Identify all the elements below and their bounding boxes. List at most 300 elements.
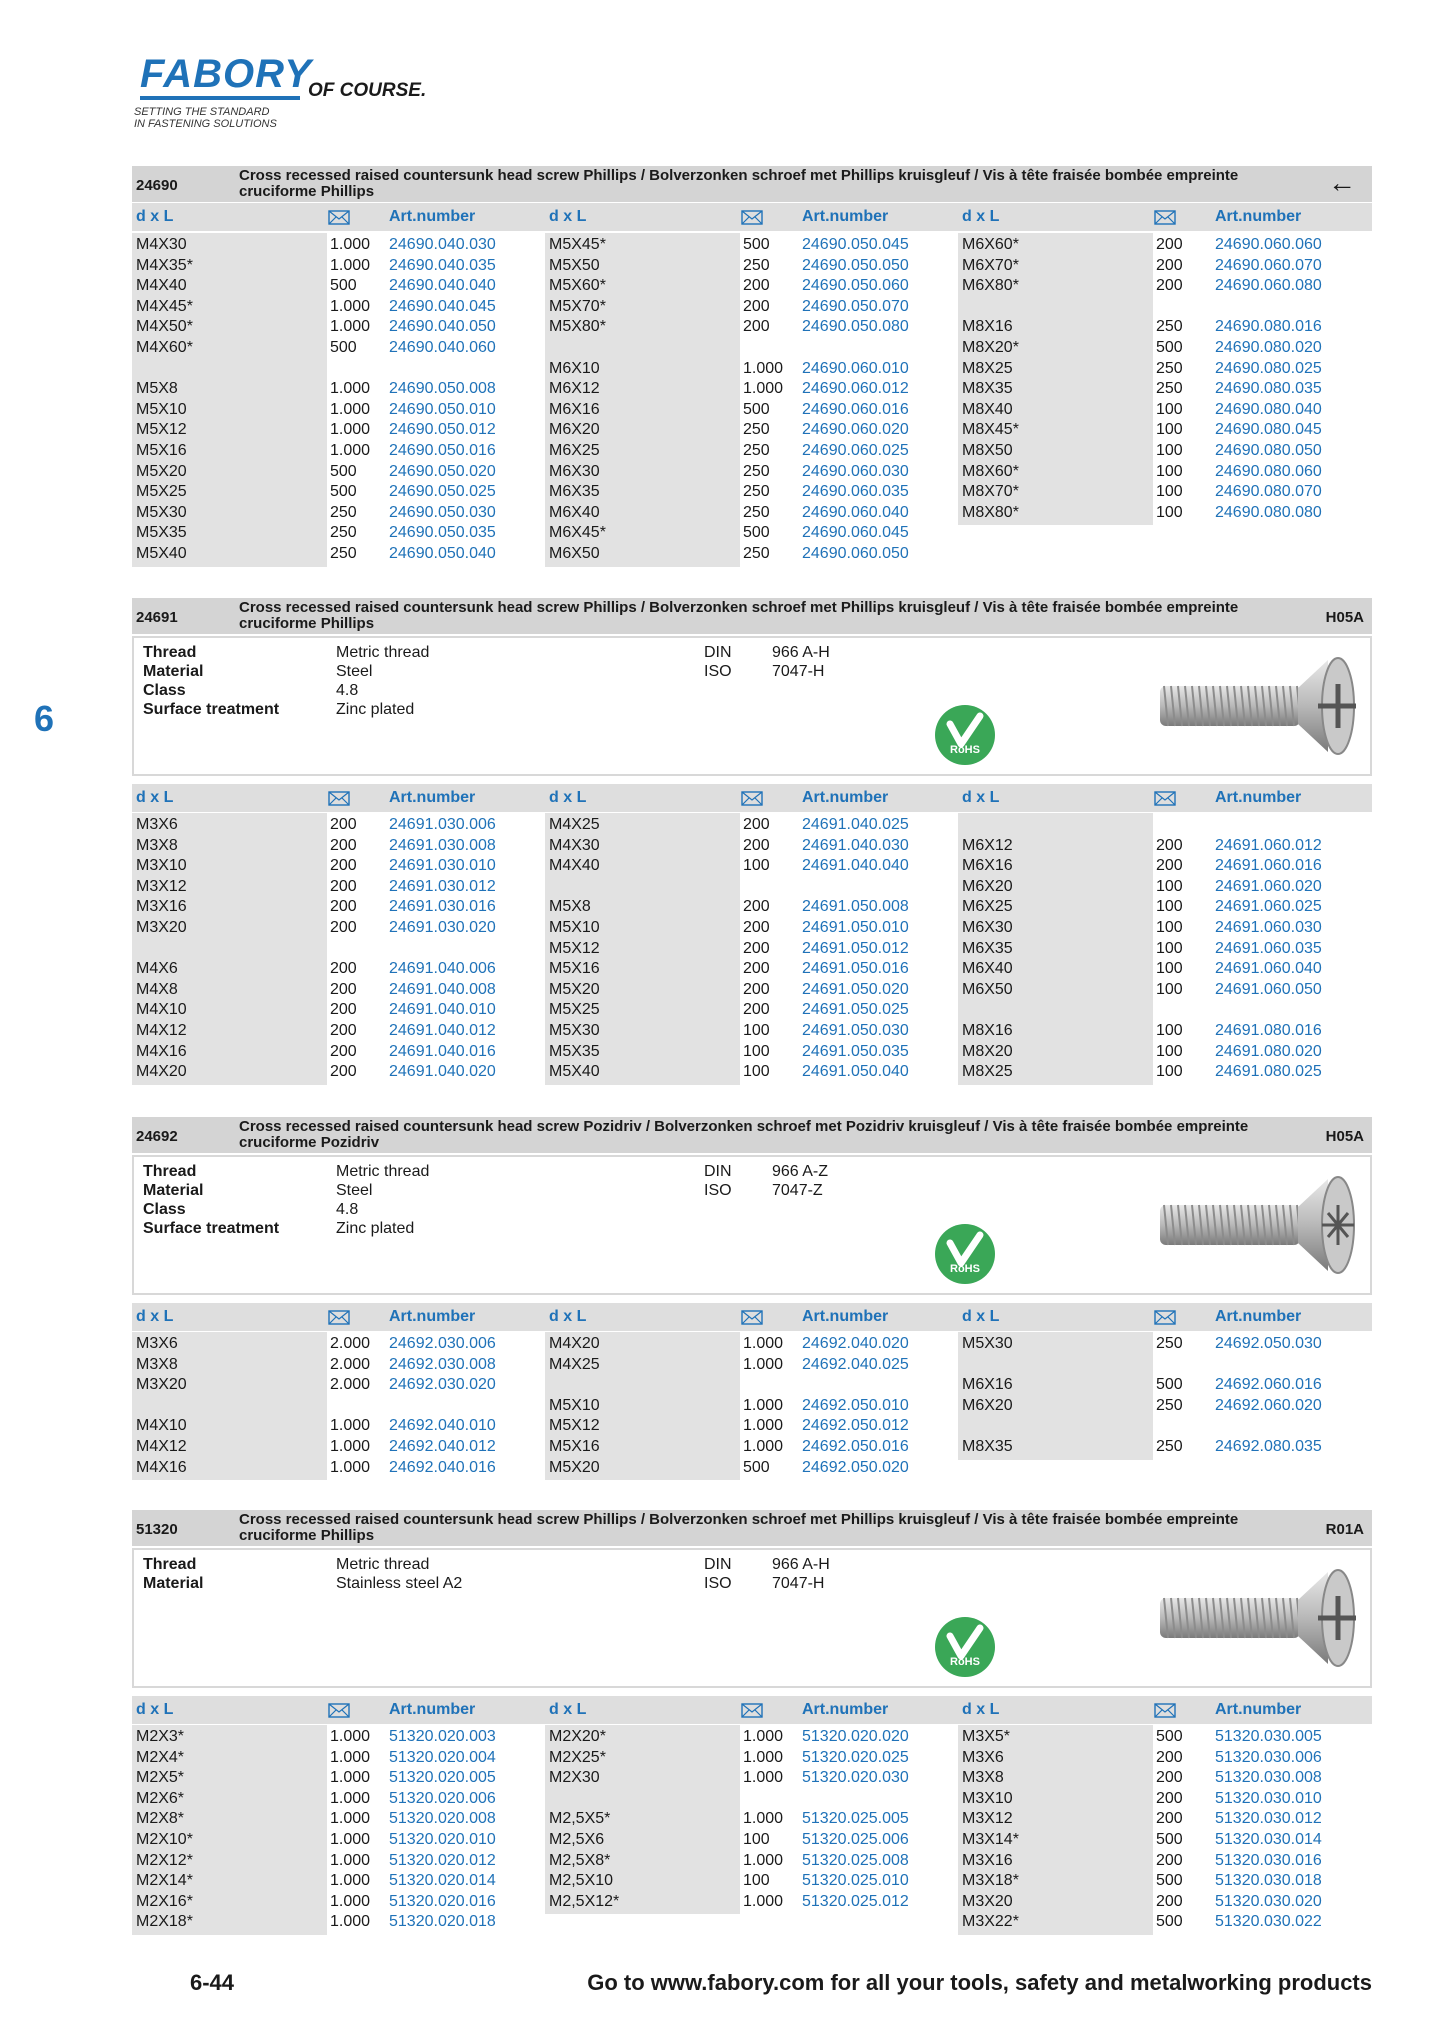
size-cell: M2X5* — [136, 1769, 185, 1787]
size-cell: M2X4* — [136, 1748, 185, 1766]
article-number-link[interactable]: 51320.030.022 — [1215, 1913, 1322, 1931]
article-number-link[interactable]: 24691.040.025 — [802, 816, 909, 833]
spec-label: Thread — [143, 1163, 197, 1180]
article-number-link[interactable]: 24691.050.020 — [802, 980, 909, 998]
quantity-cell: 500 — [743, 400, 770, 418]
quantity-cell: 100 — [1156, 960, 1183, 978]
article-number-link[interactable]: 24692.060.020 — [1215, 1396, 1322, 1414]
article-number-link[interactable]: 24690.060.016 — [802, 400, 909, 418]
article-number-link[interactable]: 24690.080.060 — [1215, 462, 1322, 480]
article-number-link[interactable]: 51320.020.005 — [389, 1769, 496, 1787]
quantity-cell: 100 — [1156, 1022, 1183, 1039]
article-number-link[interactable]: 24692.050.030 — [1215, 1335, 1322, 1352]
quantity-cell: 1.000 — [743, 1810, 784, 1828]
spec-value: Metric thread — [336, 1556, 430, 1573]
rohs-label: RoHS — [950, 1263, 980, 1275]
column-header-size: d x L — [962, 208, 1000, 225]
article-number-link[interactable]: 24690.040.060 — [389, 339, 496, 356]
article-number-link[interactable]: 24691.040.016 — [389, 1042, 496, 1060]
article-number-link[interactable]: 51320.020.030 — [802, 1769, 909, 1787]
article-number-link[interactable]: 24690.060.070 — [1215, 256, 1322, 274]
size-cell: M6X25 — [549, 442, 600, 459]
article-number-link[interactable]: 24691.080.025 — [1215, 1063, 1322, 1081]
article-number-link[interactable]: 51320.025.006 — [802, 1831, 909, 1848]
size-cell: M5X16 — [136, 442, 187, 459]
article-number-link[interactable]: 51320.020.018 — [389, 1913, 496, 1931]
standard-value: 966 A-H — [772, 1556, 830, 1573]
spec-label: Surface treatment — [143, 1220, 280, 1237]
article-number-link[interactable]: 51320.030.014 — [1215, 1831, 1322, 1848]
article-number-link[interactable]: 51320.020.016 — [389, 1892, 496, 1910]
quantity-cell: 100 — [743, 1063, 770, 1081]
article-number-link[interactable]: 24690.050.008 — [389, 380, 496, 398]
size-cell: M3X12 — [962, 1810, 1013, 1828]
article-number-link[interactable]: 24692.040.020 — [802, 1335, 909, 1352]
size-cell: M5X20 — [136, 462, 187, 480]
article-number-link[interactable]: 24690.050.040 — [389, 545, 496, 562]
size-cell: M3X18* — [962, 1872, 1019, 1890]
column-header-size: d x L — [549, 789, 587, 806]
footer-text: Go to www.fabory.com for all your tools, safety and metalworking products — [587, 1970, 1372, 1995]
article-number-link[interactable]: 24690.050.035 — [389, 524, 496, 542]
size-cell: M4X35* — [136, 256, 193, 274]
quantity-cell: 100 — [1156, 442, 1183, 459]
section-tag: R01A — [1325, 1521, 1364, 1538]
column-header-art: Art.number — [389, 208, 476, 225]
spec-label: Material — [143, 1182, 204, 1199]
article-number-link[interactable]: 24691.030.010 — [389, 857, 496, 875]
article-number-link[interactable]: 24691.060.016 — [1215, 857, 1322, 875]
quantity-cell: 1.000 — [743, 1892, 784, 1910]
quantity-cell: 200 — [330, 898, 357, 916]
article-number-link[interactable]: 24690.060.020 — [802, 421, 909, 439]
article-number-link[interactable]: 51320.025.008 — [802, 1851, 909, 1869]
article-number-link[interactable]: 24691.080.020 — [1215, 1042, 1322, 1060]
article-number-link[interactable]: 24690.080.016 — [1215, 318, 1322, 336]
size-cell: M6X25 — [962, 898, 1013, 916]
quantity-cell: 1.000 — [743, 380, 784, 398]
article-number-link[interactable]: 24692.040.012 — [389, 1438, 496, 1455]
size-cell: M3X10 — [136, 857, 187, 875]
quantity-cell: 1.000 — [330, 1831, 371, 1848]
article-number-link[interactable]: 24692.080.035 — [1215, 1438, 1322, 1455]
quantity-cell: 1.000 — [330, 1872, 371, 1890]
size-cell: M6X50 — [549, 545, 600, 562]
article-number-link[interactable]: 51320.020.025 — [802, 1748, 909, 1766]
article-number-link[interactable]: 51320.030.020 — [1215, 1892, 1322, 1910]
quantity-cell: 500 — [330, 483, 357, 501]
quantity-cell: 250 — [330, 503, 357, 521]
article-number-link[interactable]: 51320.025.012 — [802, 1892, 909, 1910]
article-number-link[interactable]: 24690.080.070 — [1215, 483, 1322, 501]
article-number-link[interactable]: 24690.040.050 — [389, 318, 496, 336]
size-cell: M5X10 — [549, 1396, 600, 1414]
article-number-link[interactable]: 24690.050.080 — [802, 318, 909, 336]
article-number-link[interactable]: 24691.060.040 — [1215, 960, 1322, 978]
size-cell: M6X20 — [962, 877, 1013, 895]
quantity-cell: 250 — [1156, 380, 1183, 398]
section-header — [132, 1117, 1372, 1153]
quantity-cell: 200 — [1156, 1748, 1183, 1766]
article-number-link[interactable]: 24690.040.040 — [389, 277, 496, 295]
quantity-cell: 200 — [743, 1001, 770, 1019]
article-number-link[interactable]: 24690.050.070 — [802, 297, 909, 315]
size-cell: M4X30 — [549, 836, 600, 854]
article-number-link[interactable]: 24691.040.008 — [389, 980, 496, 998]
article-number-link[interactable]: 24690.080.050 — [1215, 442, 1322, 459]
article-number-link[interactable]: 24690.050.016 — [389, 442, 496, 459]
quantity-cell: 1.000 — [330, 318, 371, 336]
logo-underline — [140, 96, 300, 100]
size-cell: M2,5X8* — [549, 1851, 611, 1869]
standard-value: 7047-H — [772, 663, 825, 680]
column-header-art: Art.number — [802, 789, 889, 806]
size-cell: M5X35 — [549, 1042, 600, 1060]
size-cell: M4X60* — [136, 339, 193, 356]
size-cell: M2,5X10 — [549, 1872, 614, 1890]
quantity-cell: 1.000 — [330, 1789, 371, 1807]
article-number-link[interactable]: 51320.020.012 — [389, 1851, 496, 1869]
size-cell: M5X16 — [549, 960, 600, 978]
article-number-link[interactable]: 24690.050.025 — [389, 483, 496, 501]
article-number-link[interactable]: 24692.040.016 — [389, 1458, 496, 1476]
size-cell: M8X35 — [962, 1438, 1013, 1455]
rohs-label: RoHS — [950, 744, 980, 756]
article-number-link[interactable]: 24690.060.012 — [802, 380, 909, 398]
article-number-link[interactable]: 24691.050.010 — [802, 919, 909, 936]
envelope-icon — [741, 1703, 763, 1718]
article-number-link[interactable]: 51320.020.010 — [389, 1831, 496, 1848]
size-cell: M5X20 — [549, 980, 600, 998]
quantity-cell: 250 — [743, 256, 770, 274]
section-code: 51320 — [136, 1521, 178, 1538]
article-number-link[interactable]: 24690.060.050 — [802, 545, 909, 562]
size-cell: M4X25 — [549, 1355, 600, 1373]
size-cell: M6X35 — [962, 939, 1013, 957]
size-cell: M2X16* — [136, 1892, 193, 1910]
quantity-cell: 250 — [330, 524, 357, 542]
article-number-link[interactable]: 24691.030.012 — [389, 877, 496, 895]
quantity-cell: 2.000 — [330, 1355, 371, 1373]
column-header-art: Art.number — [389, 1701, 476, 1718]
size-cell: M5X50 — [549, 256, 600, 274]
envelope-icon — [1154, 210, 1176, 225]
article-number-link[interactable]: 24690.050.050 — [802, 256, 909, 274]
article-number-link[interactable]: 24691.050.012 — [802, 939, 909, 957]
article-number-link[interactable]: 24691.060.035 — [1215, 939, 1322, 957]
quantity-cell: 200 — [1156, 836, 1183, 854]
quantity-cell: 200 — [1156, 1769, 1183, 1787]
size-cell: M4X20 — [136, 1063, 187, 1081]
quantity-cell: 100 — [1156, 980, 1183, 998]
article-number-link[interactable]: 24692.040.010 — [389, 1417, 496, 1435]
section-title: Cross recessed raised countersunk head screw Phillips / Bolverzonken schroef met Phillips kruisgleuf / Vis à tête fraisée bombée empreinte cruciforme Phillips — [239, 599, 1239, 632]
size-cell: M2X8* — [136, 1810, 185, 1828]
standard-label: DIN — [704, 644, 732, 661]
quantity-cell: 200 — [743, 277, 770, 295]
article-number-link[interactable]: 24691.050.016 — [802, 960, 909, 978]
size-cell: M8X25 — [962, 1063, 1013, 1081]
quantity-cell: 250 — [743, 483, 770, 501]
article-number-link[interactable]: 24690.050.010 — [389, 400, 496, 418]
size-cell: M6X30 — [549, 462, 600, 480]
article-number-link[interactable]: 51320.030.016 — [1215, 1851, 1322, 1869]
envelope-icon — [741, 1310, 763, 1325]
article-number-link[interactable]: 24691.040.010 — [389, 1001, 496, 1019]
article-number-link[interactable]: 51320.020.003 — [389, 1728, 496, 1745]
article-number-link[interactable]: 24690.060.080 — [1215, 277, 1322, 295]
size-cell: M8X16 — [962, 318, 1013, 336]
article-number-link[interactable]: 24691.050.008 — [802, 898, 909, 916]
size-cell: M4X40 — [136, 277, 187, 295]
article-number-link[interactable]: 24690.050.020 — [389, 462, 496, 480]
article-number-link[interactable]: 24690.050.060 — [802, 277, 909, 295]
spec-label: Surface treatment — [143, 701, 280, 718]
quantity-cell: 200 — [743, 939, 770, 957]
article-number-link[interactable]: 24691.040.020 — [389, 1063, 496, 1081]
size-cell: M5X40 — [549, 1063, 600, 1081]
column-header-size: d x L — [962, 1701, 1000, 1718]
article-number-link[interactable]: 24692.030.008 — [389, 1355, 496, 1373]
standard-label: ISO — [704, 1182, 732, 1199]
section-tag: H05A — [1325, 609, 1364, 626]
quantity-cell: 100 — [1156, 898, 1183, 916]
article-number-link[interactable]: 24691.030.008 — [389, 836, 496, 854]
article-number-link[interactable]: 24690.080.045 — [1215, 421, 1322, 439]
size-cell: M2,5X12* — [549, 1892, 620, 1910]
article-number-link[interactable]: 24691.050.030 — [802, 1022, 909, 1039]
size-cell: M6X12 — [962, 836, 1013, 854]
quantity-cell: 200 — [743, 980, 770, 998]
size-cell: M5X25 — [136, 483, 187, 501]
section-title: Cross recessed raised countersunk head screw Pozidriv / Bolverzonken schroef met Pozidriv kruisgleuf / Vis à tête fraisée bombée empreinte cruciforme Pozidriv — [239, 1118, 1249, 1151]
article-number-link[interactable]: 24690.040.030 — [389, 236, 496, 253]
quantity-cell: 200 — [743, 836, 770, 854]
quantity-cell: 1.000 — [330, 1417, 371, 1435]
size-cell: M5X25 — [549, 1001, 600, 1019]
article-number-link[interactable]: 24692.050.012 — [802, 1417, 909, 1435]
quantity-cell: 200 — [1156, 1892, 1183, 1910]
quantity-cell: 1.000 — [743, 1438, 784, 1455]
article-number-link[interactable]: 24692.030.020 — [389, 1376, 496, 1394]
quantity-cell: 250 — [743, 503, 770, 521]
column-header-art: Art.number — [1215, 1701, 1302, 1718]
size-cell: M4X30 — [136, 236, 187, 253]
article-number-link[interactable]: 24690.060.030 — [802, 462, 909, 480]
quantity-cell: 1.000 — [743, 1396, 784, 1414]
quantity-cell: 200 — [1156, 857, 1183, 875]
article-number-link[interactable]: 24690.080.025 — [1215, 359, 1322, 377]
size-cell: M2X6* — [136, 1789, 185, 1807]
quantity-cell: 1.000 — [330, 1769, 371, 1787]
article-number-link[interactable]: 24690.060.035 — [802, 483, 909, 501]
column-header-size: d x L — [549, 1701, 587, 1718]
article-number-link[interactable]: 24691.050.025 — [802, 1001, 909, 1019]
article-number-link[interactable]: 51320.030.008 — [1215, 1769, 1322, 1787]
spec-value: Steel — [336, 663, 373, 680]
quantity-cell: 100 — [1156, 1063, 1183, 1081]
quantity-cell: 200 — [743, 816, 770, 833]
quantity-cell: 1.000 — [330, 1810, 371, 1828]
article-number-link[interactable]: 24690.080.080 — [1215, 503, 1322, 521]
article-number-link[interactable]: 24691.040.012 — [389, 1022, 496, 1039]
size-cell: M5X12 — [136, 421, 187, 439]
quantity-cell: 250 — [743, 442, 770, 459]
envelope-icon — [1154, 791, 1176, 806]
article-number-link[interactable]: 24690.060.025 — [802, 442, 909, 459]
article-number-link[interactable]: 24691.080.016 — [1215, 1022, 1322, 1039]
size-cell: M5X30 — [136, 503, 187, 521]
article-number-link[interactable]: 24690.050.012 — [389, 421, 496, 439]
article-number-link[interactable]: 24691.030.006 — [389, 816, 496, 833]
article-number-link[interactable]: 51320.030.012 — [1215, 1810, 1322, 1828]
size-cell: M5X45* — [549, 236, 606, 253]
spec-label: Class — [143, 1201, 186, 1218]
article-number-link[interactable]: 51320.030.006 — [1215, 1748, 1322, 1766]
quantity-cell: 100 — [743, 1872, 770, 1890]
quantity-cell: 200 — [330, 960, 357, 978]
quantity-cell: 1.000 — [330, 1438, 371, 1455]
quantity-cell: 1.000 — [743, 1748, 784, 1766]
article-number-link[interactable]: 24691.060.030 — [1215, 919, 1322, 936]
standard-value: 7047-Z — [772, 1182, 823, 1199]
quantity-cell: 200 — [743, 318, 770, 336]
quantity-cell: 1.000 — [330, 1913, 371, 1931]
article-number-link[interactable]: 24692.060.016 — [1215, 1376, 1322, 1394]
fabory-logo: FABORY — [140, 52, 312, 96]
article-number-link[interactable]: 24691.060.020 — [1215, 877, 1322, 895]
size-cell: M5X16 — [549, 1438, 600, 1455]
article-number-link[interactable]: 51320.030.018 — [1215, 1872, 1322, 1890]
column-header-size: d x L — [136, 1701, 174, 1718]
column-header-size: d x L — [136, 208, 174, 225]
spec-value: Zinc plated — [336, 701, 415, 718]
quantity-cell: 500 — [743, 524, 770, 542]
rohs-badge-icon — [934, 1616, 996, 1678]
section-tag: H05A — [1325, 1128, 1364, 1145]
article-number-link[interactable]: 24692.040.025 — [802, 1355, 909, 1373]
article-number-link[interactable]: 24692.050.020 — [802, 1458, 909, 1476]
article-number-link[interactable]: 24691.050.040 — [802, 1063, 909, 1081]
size-cell: M6X40 — [962, 960, 1013, 978]
quantity-cell: 1.000 — [330, 1458, 371, 1476]
size-cell: M3X14* — [962, 1831, 1019, 1848]
size-cell: M6X60* — [962, 236, 1019, 253]
article-number-link[interactable]: 51320.020.008 — [389, 1810, 496, 1828]
article-number-link[interactable]: 24692.050.016 — [802, 1438, 909, 1455]
article-number-link[interactable]: 51320.030.005 — [1215, 1728, 1322, 1745]
quantity-cell: 200 — [1156, 256, 1183, 274]
article-number-link[interactable]: 24692.050.010 — [802, 1396, 909, 1414]
article-number-link[interactable]: 51320.025.010 — [802, 1872, 909, 1890]
quantity-cell: 1.000 — [330, 1851, 371, 1869]
size-cell: M6X16 — [549, 400, 600, 418]
size-cell: M2X20* — [549, 1728, 606, 1745]
quantity-cell: 200 — [330, 919, 357, 936]
size-cell: M2X30 — [549, 1769, 600, 1787]
quantity-cell: 1.000 — [330, 1728, 371, 1745]
spec-value: Steel — [336, 1182, 373, 1199]
article-number-link[interactable]: 24691.060.025 — [1215, 898, 1322, 916]
standard-label: DIN — [704, 1556, 732, 1573]
article-number-link[interactable]: 24690.060.045 — [802, 524, 909, 542]
article-number-link[interactable]: 24691.050.035 — [802, 1042, 909, 1060]
article-number-link[interactable]: 24690.060.040 — [802, 503, 909, 521]
size-cell: M8X40 — [962, 400, 1013, 418]
size-cell: M6X16 — [962, 857, 1013, 875]
tagline-line-1: SETTING THE STANDARD — [134, 106, 270, 118]
size-cell: M2X18* — [136, 1913, 193, 1931]
quantity-cell: 200 — [330, 816, 357, 833]
article-number-link[interactable]: 24692.030.006 — [389, 1335, 496, 1352]
article-number-link[interactable]: 24690.060.010 — [802, 359, 909, 377]
article-number-link[interactable]: 51320.020.020 — [802, 1728, 909, 1745]
section-header — [132, 1510, 1372, 1546]
quantity-cell: 200 — [743, 898, 770, 916]
article-number-link[interactable]: 24691.030.020 — [389, 919, 496, 936]
article-number-link[interactable]: 51320.020.006 — [389, 1789, 496, 1807]
spec-label: Material — [143, 663, 204, 680]
article-number-link[interactable]: 24691.060.050 — [1215, 980, 1322, 998]
article-number-link[interactable]: 24690.060.060 — [1215, 236, 1322, 253]
article-number-link[interactable]: 24690.040.045 — [389, 297, 496, 315]
article-number-link[interactable]: 24691.060.012 — [1215, 836, 1322, 854]
table-header — [132, 784, 1372, 812]
quantity-cell: 1.000 — [743, 1769, 784, 1787]
quantity-cell: 100 — [1156, 483, 1183, 501]
quantity-cell: 250 — [330, 545, 357, 562]
quantity-cell: 200 — [330, 1063, 357, 1081]
size-cell: M6X10 — [549, 359, 600, 377]
size-cell: M4X12 — [136, 1438, 187, 1455]
size-cell: M5X12 — [549, 1417, 600, 1435]
size-cell: M2X12* — [136, 1851, 193, 1869]
spec-label: Class — [143, 682, 186, 699]
back-arrow-icon[interactable]: ← — [1328, 167, 1356, 198]
article-number-link[interactable]: 24690.040.035 — [389, 256, 496, 274]
quantity-cell: 100 — [1156, 1042, 1183, 1060]
article-number-link[interactable]: 24690.050.045 — [802, 236, 909, 253]
quantity-cell: 200 — [1156, 1851, 1183, 1869]
size-cell: M8X60* — [962, 462, 1019, 480]
column-header-art: Art.number — [1215, 789, 1302, 806]
spec-label: Material — [143, 1575, 204, 1592]
article-number-link[interactable]: 24690.080.020 — [1215, 339, 1322, 356]
article-number-link[interactable]: 24691.040.030 — [802, 836, 909, 854]
article-number-link[interactable]: 24691.040.006 — [389, 960, 496, 978]
article-number-link[interactable]: 24691.030.016 — [389, 898, 496, 916]
quantity-cell: 500 — [1156, 1831, 1183, 1848]
article-number-link[interactable]: 24690.050.030 — [389, 503, 496, 521]
article-number-link[interactable]: 24690.080.035 — [1215, 380, 1322, 398]
article-number-link[interactable]: 51320.020.004 — [389, 1748, 496, 1766]
rohs-label: RoHS — [950, 1656, 980, 1668]
article-number-link[interactable]: 24690.080.040 — [1215, 400, 1322, 418]
quantity-cell: 500 — [1156, 1728, 1183, 1745]
article-number-link[interactable]: 24691.040.040 — [802, 857, 909, 875]
size-cell: M5X30 — [549, 1022, 600, 1039]
quantity-cell: 1.000 — [330, 236, 371, 253]
size-cell: M6X40 — [549, 503, 600, 521]
article-number-link[interactable]: 51320.020.014 — [389, 1872, 496, 1890]
article-number-link[interactable]: 51320.025.005 — [802, 1810, 909, 1828]
quantity-cell: 200 — [330, 1001, 357, 1019]
size-cell: M3X6 — [136, 1335, 178, 1352]
quantity-cell: 1.000 — [330, 442, 371, 459]
quantity-cell: 1.000 — [743, 359, 784, 377]
quantity-cell: 500 — [1156, 1913, 1183, 1931]
article-number-link[interactable]: 51320.030.010 — [1215, 1789, 1322, 1807]
